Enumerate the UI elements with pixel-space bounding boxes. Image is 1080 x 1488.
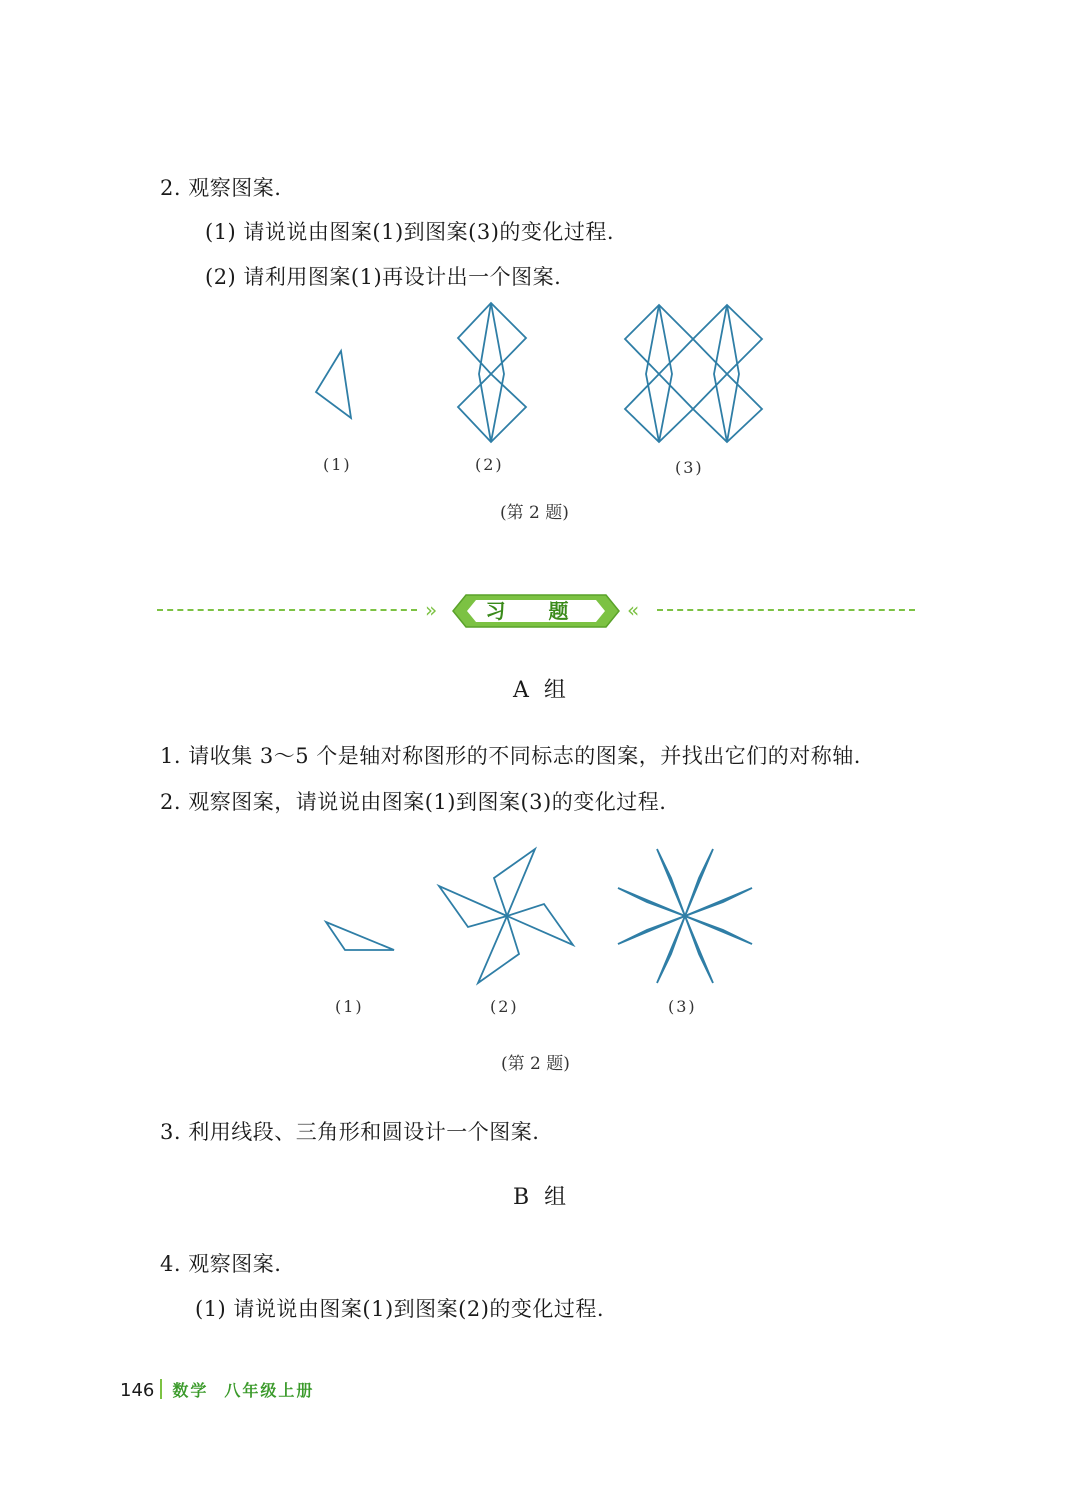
- figure-pinwheel: [430, 840, 580, 990]
- chevron-right-icon: »: [425, 598, 434, 622]
- page-number: 146: [120, 1380, 155, 1401]
- group-a-figure-caption: (第 2 题): [501, 1054, 570, 1074]
- question-2-sub-2: (2) 请利用图案(1)再设计出一个图案.: [205, 265, 562, 289]
- group-a-figure-label-1: (1): [335, 997, 364, 1016]
- page-footer: [120, 1378, 314, 1401]
- chevron-left-icon: «: [627, 598, 636, 622]
- figure-double-bowtie: [615, 295, 775, 455]
- figure-bowtie: [450, 295, 540, 455]
- question-2: 2. 观察图案.: [160, 176, 282, 200]
- group-a-question-2: 2. 观察图案，请说说由图案(1)到图案(3)的变化过程.: [160, 790, 667, 814]
- divider-right: [657, 609, 915, 611]
- figure-thin-triangle: [315, 910, 405, 960]
- question-2-sub-1: (1) 请说说由图案(1)到图案(3)的变化过程.: [205, 220, 615, 244]
- exercises-title: 习 题: [485, 599, 587, 623]
- group-a-figure-label-2: (2): [490, 997, 519, 1016]
- group-a-question-1: 1. 请收集 3～5 个是轴对称图形的不同标志的图案，并找出它们的对称轴.: [160, 744, 861, 768]
- footer-subject: 数学: [172, 1381, 209, 1400]
- figure-triangle: [300, 340, 370, 430]
- footer-divider: [160, 1379, 162, 1399]
- figure-label-2: (2): [475, 455, 504, 474]
- figure-star: [608, 840, 763, 995]
- group-b-title: B 组: [513, 1185, 571, 1210]
- divider-left: [157, 609, 417, 611]
- figure-caption: (第 2 题): [500, 503, 569, 523]
- footer-book-title: 八年级上册: [224, 1381, 315, 1400]
- group-b-question-4-sub-1: (1) 请说说由图案(1)到图案(2)的变化过程.: [195, 1297, 605, 1321]
- group-a-title: A 组: [513, 678, 570, 703]
- group-a-figure-label-3: (3): [668, 997, 697, 1016]
- figure-label-1: (1): [323, 455, 352, 474]
- group-b-question-4: 4. 观察图案.: [160, 1252, 282, 1276]
- group-a-question-3: 3. 利用线段、三角形和圆设计一个图案.: [160, 1120, 540, 1144]
- figure-label-3: (3): [675, 458, 704, 477]
